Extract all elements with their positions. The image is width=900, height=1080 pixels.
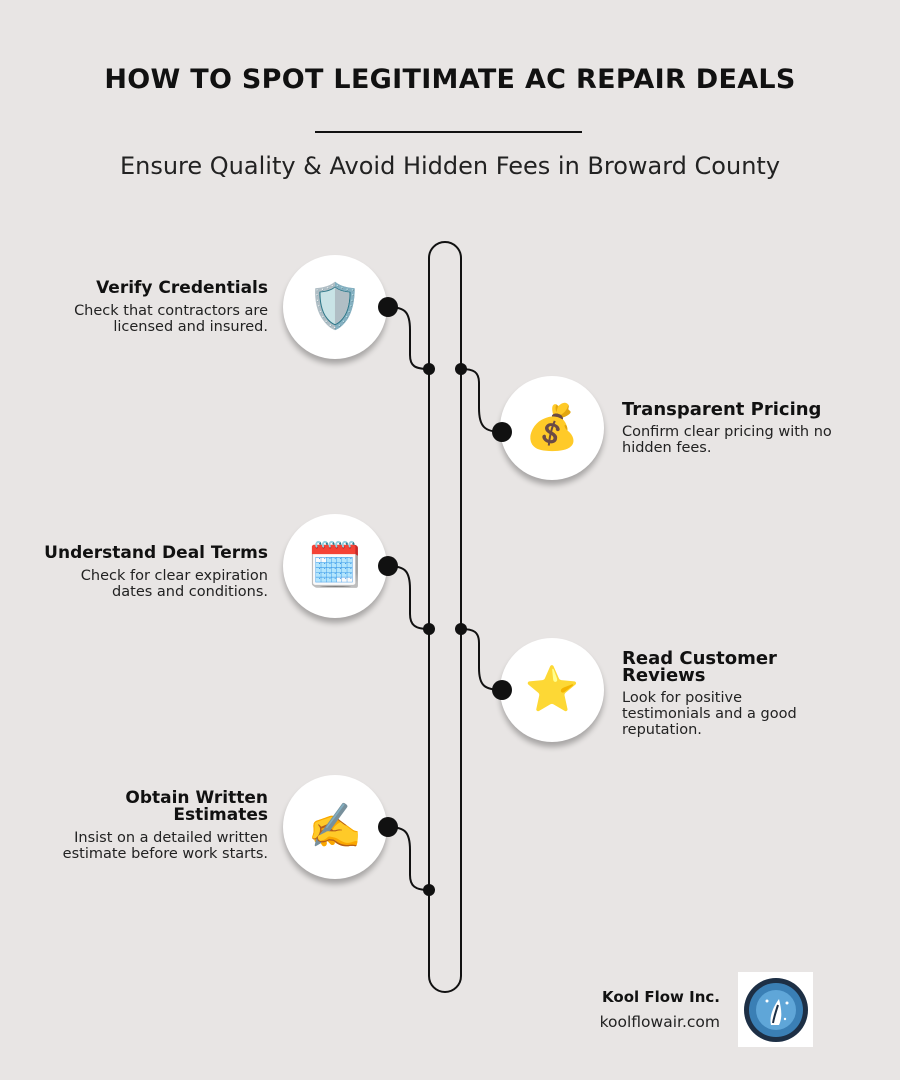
track-dot: [423, 623, 435, 635]
money-bag-icon: 💰: [524, 402, 580, 453]
step-title: Verify Credentials: [96, 278, 268, 298]
connector-2: [461, 369, 502, 432]
connector-5: [388, 827, 429, 890]
connector-3: [388, 566, 429, 629]
step-icon-circle: [283, 775, 387, 879]
step-description: Confirm clear pricing with no hidden fees.: [622, 424, 832, 456]
step-title: Obtain Written Estimates: [125, 788, 268, 825]
track-dot: [455, 363, 467, 375]
step-icon-circle: [283, 255, 387, 359]
step-understand-deal-terms: [38, 545, 268, 600]
step-title: Read Customer Reviews: [622, 648, 777, 686]
step-read-customer-reviews: [622, 650, 827, 738]
step-description: Look for positive testimonials and a good reputation.: [622, 690, 797, 738]
step-icon-circle: [283, 514, 387, 618]
shield-icon: 🛡️: [307, 281, 363, 332]
step-description: Check that contractors are licensed and insured.: [74, 303, 268, 335]
connector-1: [388, 307, 429, 369]
logo-badge-icon: [743, 977, 809, 1043]
calendar-icon: 🗓️: [307, 540, 363, 591]
step-obtain-written-estimates: [58, 790, 268, 862]
step-description: Insist on a detailed written estimate before work starts.: [62, 830, 268, 862]
company-website[interactable]: koolflowair.com: [599, 1013, 720, 1031]
writing-hand-icon: ✍️: [307, 801, 363, 852]
step-icon-circle: [500, 376, 604, 480]
step-title: Understand Deal Terms: [44, 543, 268, 563]
company-logo: [738, 972, 813, 1047]
step-verify-credentials: [38, 280, 268, 335]
track-dot: [423, 884, 435, 896]
step-title: Transparent Pricing: [622, 399, 822, 420]
page-title: HOW TO SPOT LEGITIMATE AC REPAIR DEALS: [104, 64, 796, 95]
company-name: Kool Flow Inc.: [602, 988, 720, 1006]
step-icon-circle: [500, 638, 604, 742]
track-dot: [423, 363, 435, 375]
star-icon: ⭐: [524, 664, 580, 715]
page-subtitle: Ensure Quality & Avoid Hidden Fees in Broward County: [119, 152, 781, 180]
step-description: Check for clear expiration dates and conditions.: [80, 568, 268, 600]
step-transparent-pricing: [622, 401, 852, 456]
connector-4: [461, 629, 502, 690]
track-dot: [455, 623, 467, 635]
timeline-track: [429, 242, 461, 992]
